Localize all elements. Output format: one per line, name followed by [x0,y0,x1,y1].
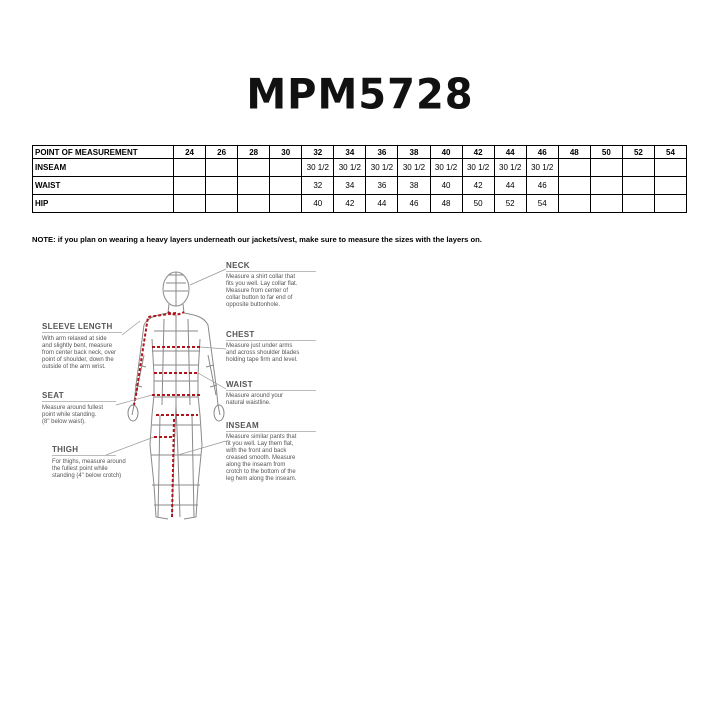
value-cell [174,177,206,195]
value-cell [270,177,302,195]
value-cell [206,159,238,177]
row-label-cell: WAIST [33,177,174,195]
value-cell [654,159,686,177]
value-cell [622,177,654,195]
value-cell [238,159,270,177]
value-cell: 48 [430,195,462,213]
row-label-cell: INSEAM [33,159,174,177]
size-header-cell: 42 [462,146,494,159]
seat-text: Measure around fullest point while standing. (8" below waist). [42,405,104,425]
sleeve-length-title: SLEEVE LENGTH [42,322,113,331]
value-cell: 40 [302,195,334,213]
value-cell: 30 1/2 [398,159,430,177]
seat-title: SEAT [42,391,64,400]
header-label-cell: POINT OF MEASUREMENT [33,146,174,159]
value-cell [590,159,622,177]
inseam-title: INSEAM [226,421,259,430]
value-cell: 52 [494,195,526,213]
chest-title: CHEST [226,330,255,339]
size-header-cell: 54 [654,146,686,159]
value-cell: 36 [366,177,398,195]
value-cell: 30 1/2 [366,159,398,177]
size-header-cell: 46 [526,146,558,159]
value-cell: 46 [526,177,558,195]
waist-title: WAIST [226,380,253,389]
value-cell [174,159,206,177]
measurement-guide [40,255,330,535]
value-cell [622,195,654,213]
value-cell: 42 [334,195,366,213]
value-cell: 34 [334,177,366,195]
value-cell: 54 [526,195,558,213]
size-header-cell: 48 [558,146,590,159]
value-cell: 44 [366,195,398,213]
size-header-cell: 44 [494,146,526,159]
value-cell [206,195,238,213]
table-header-row [33,146,687,159]
value-cell: 32 [302,177,334,195]
value-cell: 30 1/2 [494,159,526,177]
product-title: MPM5728 [246,70,474,120]
neck-text: Measure a shirt collar that fits you well. Lay collar flat. Measure from center of collar button to far end of opposite buttonhole. [226,274,298,308]
size-header-cell: 34 [334,146,366,159]
value-cell: 44 [494,177,526,195]
value-cell [590,177,622,195]
waist-text: Measure around your natural waistline. [226,393,284,406]
value-cell [558,195,590,213]
table-row [33,195,687,213]
thigh-title: THIGH [52,445,79,454]
value-cell [174,195,206,213]
value-cell [590,195,622,213]
size-header-cell: 52 [622,146,654,159]
size-header-cell: 24 [174,146,206,159]
value-cell: 30 1/2 [526,159,558,177]
value-cell: 40 [430,177,462,195]
value-cell [558,159,590,177]
chest-text: Measure just under arms and across shoulder blades holding tape firm and level. [226,343,300,363]
layering-note: NOTE: if you plan on wearing a heavy layers underneath our jackets/vest, make sure to measure the sizes with the layers on. [32,235,482,244]
value-cell: 30 1/2 [430,159,462,177]
value-cell [270,195,302,213]
value-cell [238,195,270,213]
value-cell [622,159,654,177]
value-cell: 30 1/2 [334,159,366,177]
size-header-cell: 28 [238,146,270,159]
inseam-text: Measure similar pants that fit you well. Lay them flat, with the front and back creased smooth. Measure along the inseam from crotch to the bottom of the leg hem along the inseam. [226,434,297,482]
size-header-cell: 32 [302,146,334,159]
value-cell: 30 1/2 [462,159,494,177]
value-cell [270,159,302,177]
table-row [33,177,687,195]
size-header-cell: 26 [206,146,238,159]
size-header-cell: 36 [366,146,398,159]
thigh-text: For thighs, measure around the fullest point while standing (4" below crotch) [52,459,126,479]
size-header-cell: 30 [270,146,302,159]
value-cell [238,177,270,195]
row-label-cell: HIP [33,195,174,213]
neck-title: NECK [226,261,250,270]
table-row [33,159,687,177]
value-cell: 42 [462,177,494,195]
size-header-cell: 40 [430,146,462,159]
value-cell: 50 [462,195,494,213]
value-cell: 46 [398,195,430,213]
value-cell: 30 1/2 [302,159,334,177]
sleeve-length-text: With arm relaxed at side and slightly bent, measure from center back neck, over point of shoulder, down the outside of the arm wrist. [42,336,117,370]
value-cell [206,177,238,195]
value-cell [654,195,686,213]
value-cell [654,177,686,195]
value-cell: 38 [398,177,430,195]
value-cell [558,177,590,195]
size-header-cell: 50 [590,146,622,159]
size-chart-table [32,145,687,213]
size-header-cell: 38 [398,146,430,159]
